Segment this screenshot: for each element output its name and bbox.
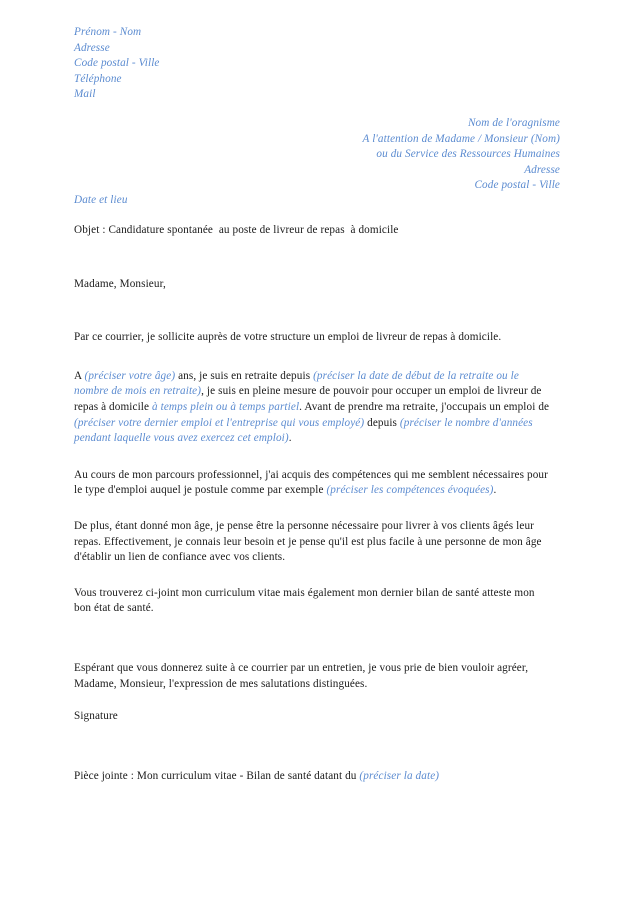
paragraph-enclosures [74, 586, 553, 617]
body-text: . Avant de prendre ma retraite, j'occupais un emploi de [299, 400, 550, 413]
address-line: Code postal - Ville [474, 179, 560, 192]
body-text: , je suis en pleine mesure de pouvoir pour occuper un emploi de livreur de repas à domicile [74, 385, 542, 413]
subject-line [74, 223, 553, 239]
body-text: A [74, 369, 85, 382]
paragraph-closing [74, 661, 553, 692]
body-text: . [288, 432, 292, 445]
body-text: depuis [364, 416, 400, 429]
address-line: ou du Service des Ressources Humaines [376, 148, 560, 161]
body-text: ans, je suis en retraite depuis [175, 369, 314, 382]
salutation [74, 277, 553, 293]
body-text: Vous trouverez ci-joint mon curriculum vitae mais également mon dernier bilan de santé atteste mon bon état de santé. [74, 586, 535, 615]
address-line: Mail [74, 88, 96, 101]
placeholder-text: (préciser la date) [359, 770, 440, 782]
address-line: Téléphone [74, 72, 122, 85]
address-line: Adresse [524, 163, 560, 176]
recipient-address-block [140, 116, 560, 194]
body-text: . [493, 484, 497, 497]
body-text: Objet : Candidature spontanée au poste de livreur de repas à domicile [74, 224, 399, 236]
placeholder-text: (préciser votre âge) [84, 369, 176, 382]
body-text: De plus, étant donné mon âge, je pense être la personne nécessaire pour livrer à vos clients âgés leur repas. Effectivement, je connais leur besoin et je pense qu'il est plus facile à une personne de mon âge d'établir un lien de confiance avec vos clients. [74, 519, 542, 564]
address-line: Adresse [74, 41, 110, 54]
placeholder-text: (préciser les compétences évoquées) [326, 484, 494, 497]
body-text: Par ce courrier, je sollicite auprès de votre structure un emploi de livreur de repas à domicile. [74, 331, 502, 344]
paragraph-age-advantage [74, 519, 553, 566]
address-line: A l'attention de Madame / Monsieur (Nom) [362, 132, 560, 145]
paragraph-skills [74, 468, 553, 499]
date-and-place: Date et lieu [74, 194, 128, 206]
body-text: Pièce jointe : Mon curriculum vitae - Bilan de santé datant du [74, 770, 360, 782]
paragraph-retirement-details [74, 369, 553, 447]
placeholder-text: à temps plein ou à temps partiel [152, 400, 300, 413]
placeholder-text: (préciser la date de début de la retraite ou le nombre de mois en retraite) [74, 369, 519, 398]
placeholder-text: (préciser votre dernier emploi et l'entreprise qui vous employé) [74, 416, 365, 429]
attachment-line [74, 769, 439, 785]
body-text: Espérant que vous donnerez suite à ce courrier par un entretien, je vous prie de bien vouloir agréer, Madame, Monsieur, l'expression de mes salutations distinguées. [74, 661, 529, 690]
address-line: Code postal - Ville [74, 57, 160, 70]
placeholder-text: (préciser le nombre d'années pendant laquelle vous avez exercez cet emploi) [74, 416, 533, 445]
sender-address-block [74, 25, 374, 103]
body-text: Au cours de mon parcours professionnel, j'ai acquis des compétences qui me semblent nécessaires pour le type d'emploi auquel je postule comme par exemple [74, 468, 548, 497]
address-line: Nom de l'oragnisme [467, 117, 560, 129]
body-text: Madame, Monsieur, [74, 277, 166, 290]
paragraph-intro [74, 330, 553, 346]
address-line: Prénom - Nom [74, 26, 142, 38]
letter-body [74, 223, 553, 692]
signature-label: Signature [74, 710, 118, 722]
